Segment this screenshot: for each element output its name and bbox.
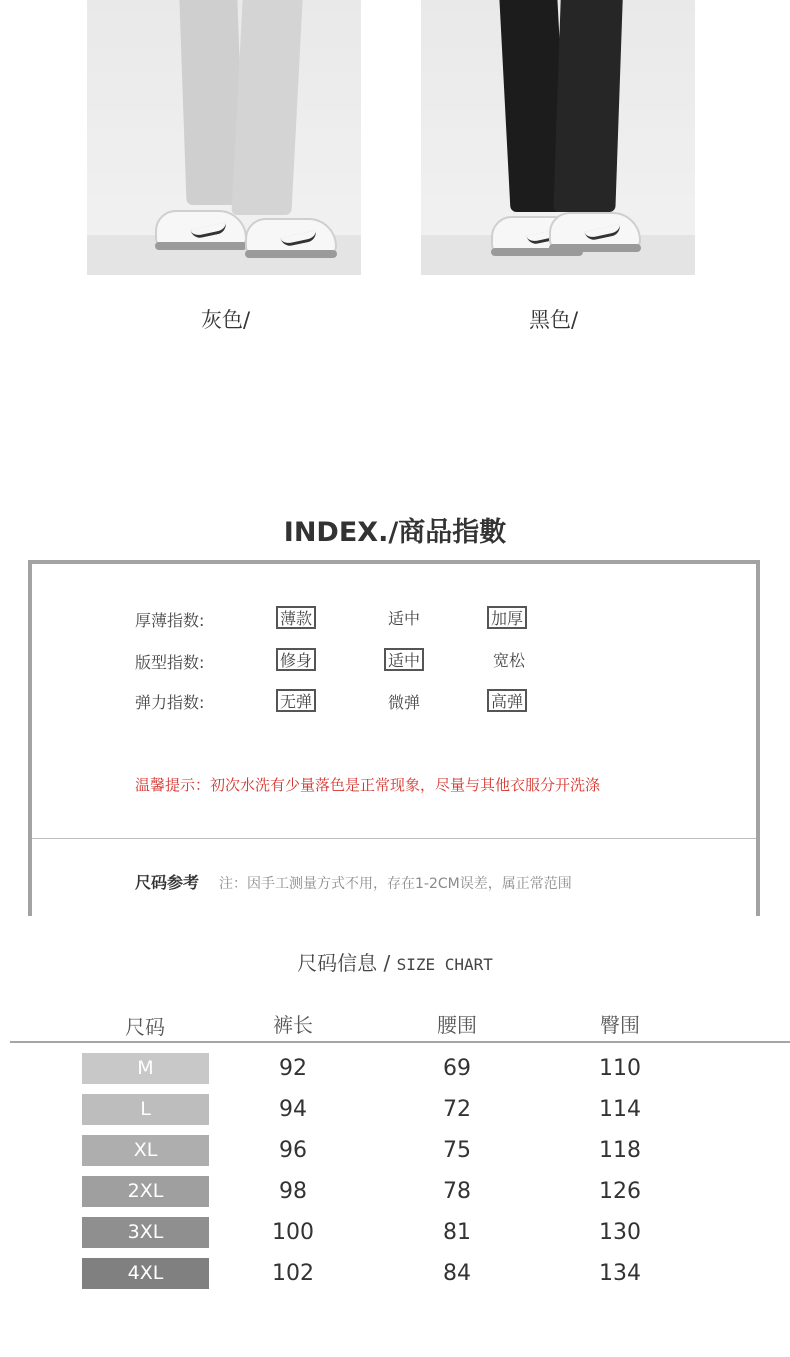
color-label-black: 黑色/	[529, 308, 579, 332]
index-row-label: 弹力指数:	[135, 693, 205, 712]
size-label-4xl: 4XL	[82, 1258, 209, 1289]
col-header-hip: 臀围	[600, 1013, 640, 1037]
cell-length: 102	[272, 1261, 314, 1286]
size-label-3xl: 3XL	[82, 1217, 209, 1248]
header-divider	[10, 1041, 790, 1043]
cell-waist: 84	[443, 1261, 471, 1286]
divider	[32, 838, 756, 839]
size-label-m: M	[82, 1053, 209, 1084]
index-option: 适中	[384, 648, 424, 671]
color-label-gray: 灰色/	[201, 308, 251, 332]
cell-length: 96	[279, 1138, 307, 1163]
sneaker-left	[155, 210, 247, 248]
gray-pant-leg-right	[231, 0, 302, 215]
size-label-l: L	[82, 1094, 209, 1125]
index-title: INDEX./商品指數	[283, 517, 507, 548]
index-option: 无弹	[276, 689, 316, 712]
size-reference-note: 注：因手工测量方式不用，存在1-2CM误差，属正常范围	[219, 876, 572, 892]
index-option: 宽松	[493, 651, 526, 670]
size-chart-title	[0, 947, 790, 976]
size-label-2xl: 2XL	[82, 1176, 209, 1207]
cell-waist: 78	[443, 1179, 471, 1204]
swoosh-icon	[584, 224, 621, 241]
cell-hip: 114	[599, 1097, 641, 1122]
size-reference-label: 尺码参考	[135, 873, 200, 892]
index-row-label: 厚薄指数:	[135, 611, 205, 630]
cell-hip: 130	[599, 1220, 641, 1245]
product-photo-gray	[87, 0, 361, 275]
index-row-label: 版型指数:	[135, 653, 205, 672]
sneaker-right	[245, 218, 337, 256]
index-option: 加厚	[487, 606, 527, 629]
col-header-waist: 腰围	[437, 1013, 477, 1037]
sole	[155, 242, 247, 250]
cell-length: 94	[279, 1097, 307, 1122]
cell-hip: 110	[599, 1056, 641, 1081]
product-photo-black	[421, 0, 695, 275]
size-label-xl: XL	[82, 1135, 209, 1166]
washing-warning: 温馨提示：初次水洗有少量落色是正常现象，尽量与其他衣服分开洗涤	[135, 776, 601, 794]
sneaker-right	[549, 212, 641, 250]
cell-waist: 72	[443, 1097, 471, 1122]
black-pant-leg-right	[553, 0, 622, 212]
cell-hip: 126	[599, 1179, 641, 1204]
sole	[549, 244, 641, 252]
col-header-length: 裤长	[273, 1013, 313, 1037]
cell-waist: 69	[443, 1056, 471, 1081]
cell-length: 98	[279, 1179, 307, 1204]
index-option: 微弹	[388, 693, 421, 712]
cell-length: 100	[272, 1220, 314, 1245]
index-option: 修身	[276, 648, 316, 671]
index-option: 薄款	[276, 606, 316, 629]
size-chart-title-en: SIZE CHART	[396, 955, 493, 974]
sole	[245, 250, 337, 258]
cell-length: 92	[279, 1056, 307, 1081]
col-header-size: 尺码	[125, 1015, 165, 1039]
cell-hip: 134	[599, 1261, 641, 1286]
cell-waist: 75	[443, 1138, 471, 1163]
size-chart-title-cn: 尺码信息 /	[297, 951, 397, 975]
swoosh-icon	[280, 230, 317, 247]
swoosh-icon	[190, 222, 227, 239]
index-option: 高弹	[487, 689, 527, 712]
index-box	[28, 560, 760, 916]
cell-waist: 81	[443, 1220, 471, 1245]
cell-hip: 118	[599, 1138, 641, 1163]
index-option: 适中	[388, 609, 421, 628]
